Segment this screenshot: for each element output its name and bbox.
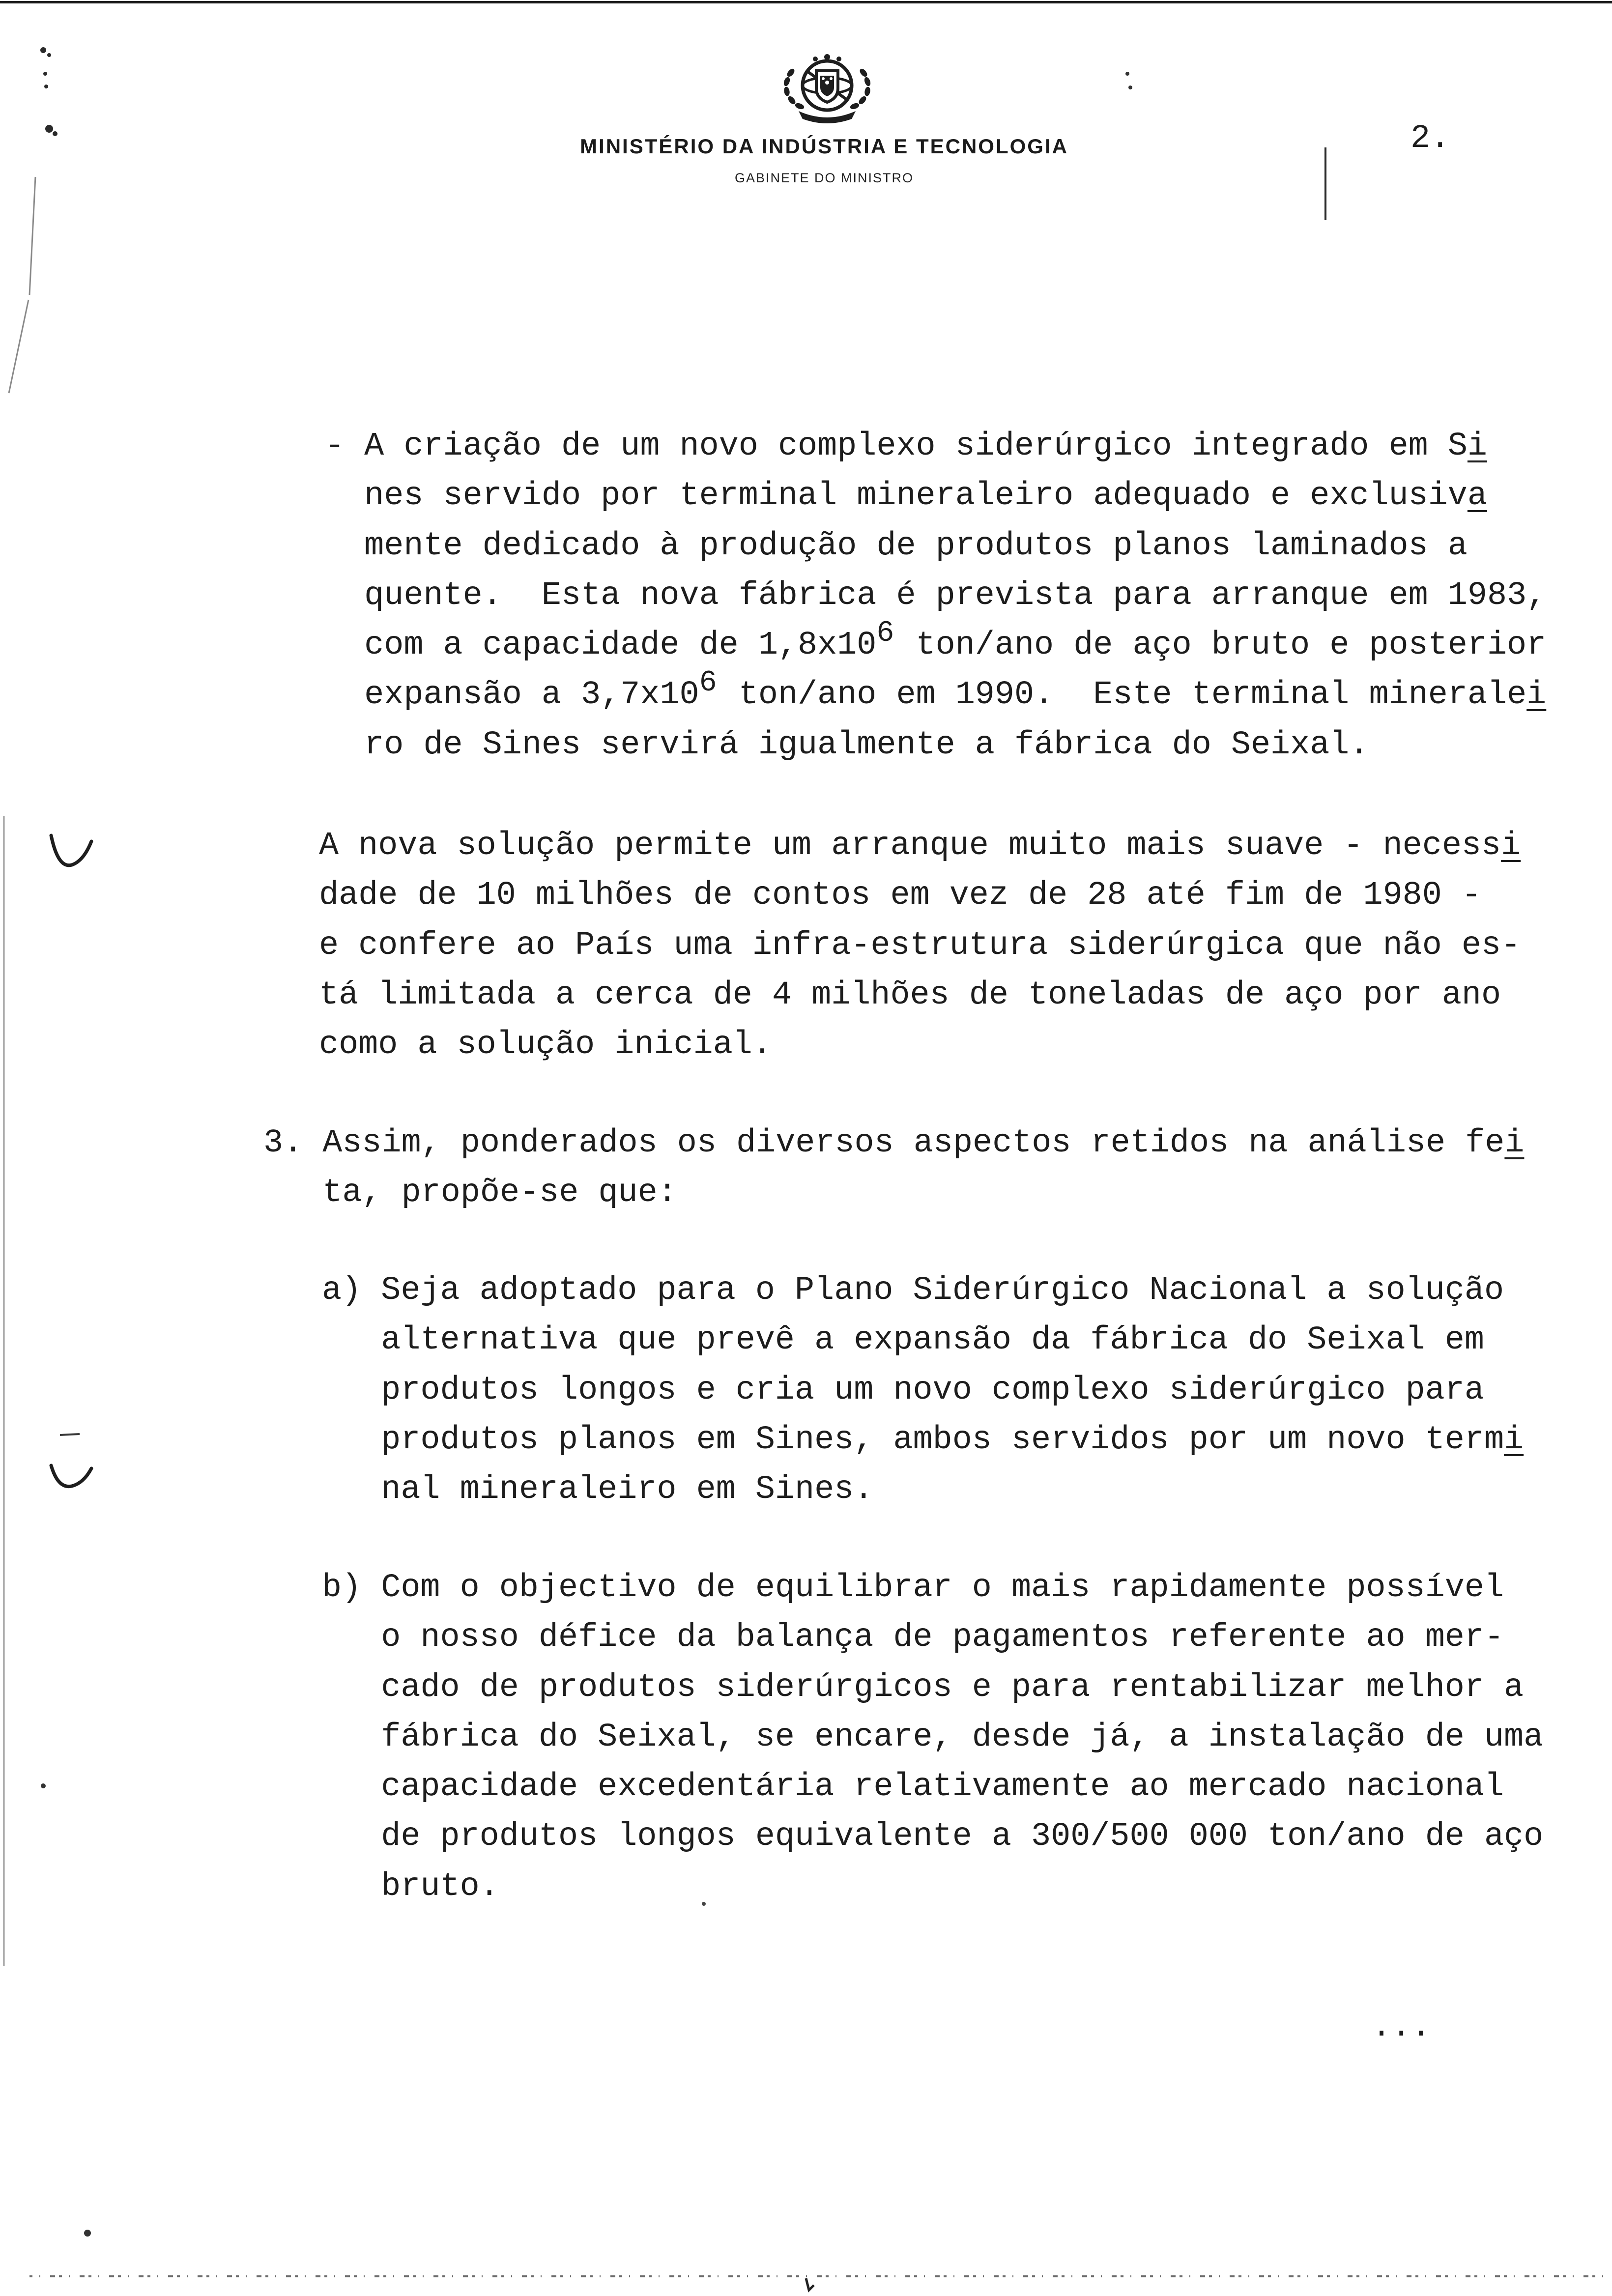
text-line [319, 821, 1521, 871]
text-line [322, 1862, 1543, 1912]
text-line [322, 1663, 1543, 1713]
stray-dot [1128, 86, 1132, 89]
line-text: nal mineraleiro em Sines. [381, 1471, 874, 1509]
text-line [325, 422, 1546, 471]
line-text: fábrica do Seixal, se encare, desde já, a instalação de uma [381, 1718, 1544, 1756]
top-edge-rule [0, 1, 1612, 3]
text-line [322, 1316, 1524, 1365]
line-text: produtos planos em Sines, ambos servidos por um novo term [381, 1421, 1504, 1459]
text-line [322, 1762, 1543, 1812]
hyphenation-char: i [1501, 827, 1521, 864]
line-text: de produtos longos equivalente a 300/500 000 ton/ano de aço [381, 1818, 1544, 1856]
text-line [319, 921, 1521, 971]
line-text: produtos longos e cria um novo complexo siderúrgico para [381, 1371, 1484, 1409]
line-text: nes servido por terminal mineraleiro adequado e exclusiv [364, 477, 1468, 515]
numbered-point-3 [263, 1119, 1524, 1218]
text-line [319, 871, 1521, 920]
text-line [322, 1613, 1543, 1663]
ministry-title: MINISTÉRIO DA INDÚSTRIA E TECNOLOGIA [580, 135, 1068, 158]
line-text: a) Seja adoptado para o Plano Siderúrgico Nacional a solução [322, 1272, 1504, 1309]
hyphenation-char: i [1504, 1124, 1525, 1162]
line-text: - A criação de um novo complexo siderúrgico integrado em S [325, 428, 1468, 465]
stray-dot [1125, 72, 1129, 76]
margin-pencil-line [29, 177, 35, 295]
margin-dash-mark [60, 1434, 80, 1435]
paragraph-new-solution [319, 821, 1521, 1070]
line-text: cado de produtos siderúrgicos e para rentabilizar melhor a [381, 1668, 1524, 1706]
line-text: 3. Assim, ponderados os diversos aspectos retidos na análise fe [263, 1124, 1505, 1162]
line-text: A nova solução permite um arranque muito mais suave - necess [319, 827, 1501, 864]
text-line [322, 1266, 1524, 1316]
text-line [325, 666, 1547, 720]
text-line [325, 471, 1546, 521]
coat-of-arms-icon [776, 53, 878, 125]
text-line [325, 617, 1547, 670]
line-text: o nosso défice da balança de pagamentos referente ao mer- [381, 1619, 1504, 1657]
text-line [319, 1020, 1521, 1070]
hyphenation-char: i [1504, 1421, 1524, 1459]
text-line [322, 1415, 1524, 1465]
text-line [319, 971, 1521, 1020]
margin-pencil-line [9, 300, 29, 393]
text-line [325, 720, 1546, 770]
superscript-exponent: 6 [699, 666, 717, 700]
line-text: alternativa que prevê a expansão da fábrica do Seixal em [381, 1321, 1484, 1359]
line-text: ro de Sines servirá igualmente a fábrica do Seixal. [364, 726, 1369, 764]
stray-dot [84, 2230, 91, 2237]
line-text: mente dedicado à produção de produtos planos laminados a [364, 527, 1468, 565]
line-text: quente. Esta nova fábrica é prevista para arranque em 1983, [364, 576, 1547, 614]
line-text-after: ton/ano de aço bruto e posterior [896, 627, 1547, 664]
text-line [322, 1366, 1524, 1415]
hyphenation-char: a [1467, 477, 1487, 515]
line-text: bruto. [381, 1867, 499, 1905]
line-text: capacidade excedentária relativamente ao mercado nacional [381, 1768, 1504, 1806]
page-number-text: 2. [1410, 120, 1450, 157]
continuation-dots: ... [1372, 2009, 1431, 2046]
margin-curve-mark [51, 835, 91, 865]
text-line [263, 1168, 1524, 1218]
stray-dot [41, 1783, 46, 1788]
line-text: expansão a 3,7x10 [364, 676, 699, 714]
text-line [322, 1563, 1543, 1613]
hyphenation-char: i [1526, 676, 1547, 714]
office-subtitle: GABINETE DO MINISTRO [734, 171, 914, 185]
text-line [322, 1465, 1524, 1515]
page-number [1410, 114, 1450, 164]
dash-item-paragraph [325, 422, 1546, 770]
line-text: b) Com o objectivo de equilibrar o mais rapidamente possível [322, 1569, 1504, 1607]
margin-curve-mark [51, 1465, 91, 1487]
line-text: como a solução inicial. [319, 1026, 772, 1064]
text-line [263, 1119, 1524, 1168]
text-line [325, 521, 1546, 571]
stray-mark [806, 2278, 814, 2290]
sub-point-b [322, 1563, 1543, 1912]
continuation-marker [1372, 2003, 1431, 2052]
text-line [325, 571, 1546, 621]
line-text: ta, propõe-se que: [322, 1174, 677, 1212]
line-text-after: ton/ano em 1990. Este terminal minerale [719, 676, 1527, 714]
line-text: com a capacidade de 1,8x10 [364, 627, 877, 664]
text-line [322, 1713, 1543, 1762]
top-left-marks [40, 47, 58, 136]
text-line [322, 1812, 1543, 1862]
sub-point-a [322, 1266, 1524, 1515]
superscript-exponent: 6 [876, 617, 894, 651]
line-text: tá limitada a cerca de 4 milhões de toneladas de aço por ano [319, 976, 1501, 1014]
line-text: dade de 10 milhões de contos em vez de 28 até fim de 1980 - [319, 877, 1481, 915]
hyphenation-char: i [1467, 428, 1488, 465]
line-text: e confere ao País uma infra-estrutura siderúrgica que não es- [319, 926, 1521, 964]
